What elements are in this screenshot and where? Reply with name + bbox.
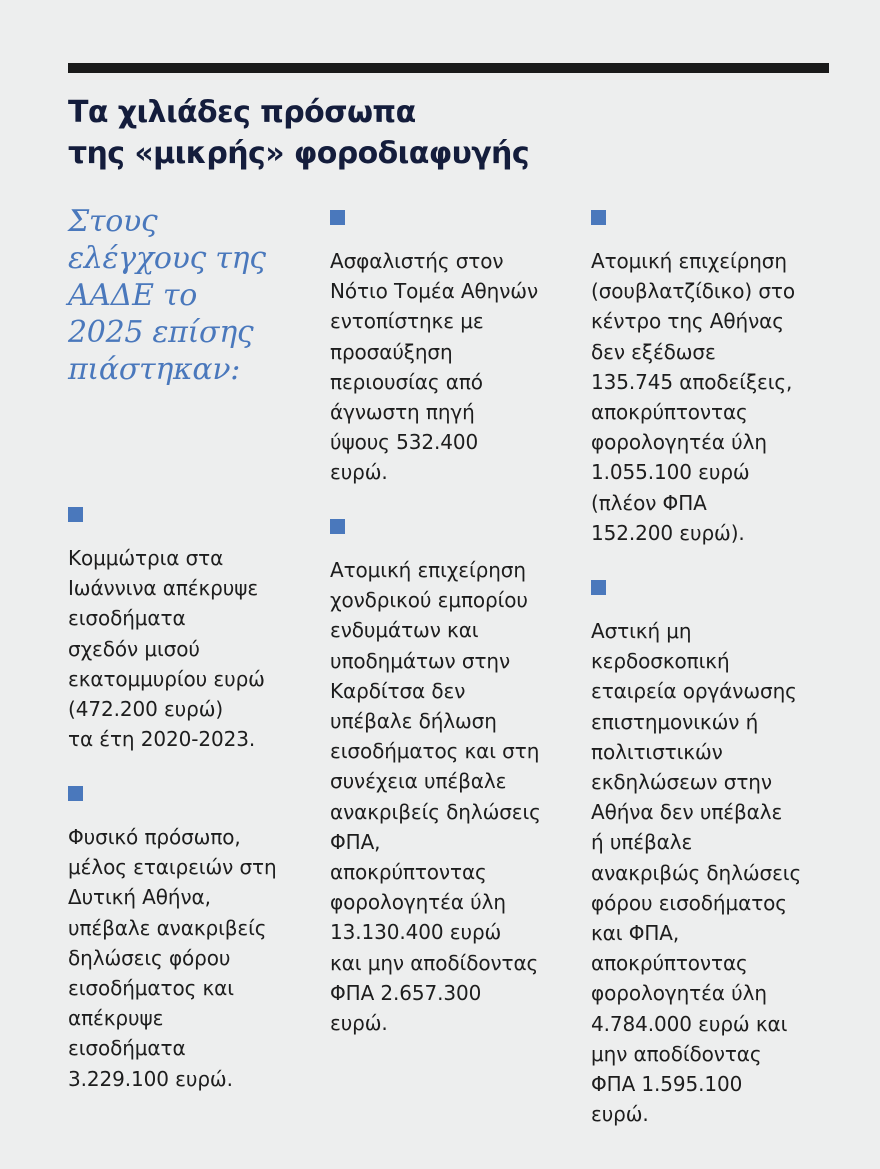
- top-rule: [68, 63, 829, 73]
- case-line: φορολογητέα ύλη: [330, 890, 506, 915]
- case-line: σχεδόν μισού: [68, 636, 200, 661]
- case-line: μέλος εταιρειών στη: [68, 855, 277, 880]
- case-line: Δυτική Αθήνα,: [68, 885, 211, 910]
- case-line: Ατομική επιχείρηση: [591, 249, 787, 273]
- case-line: υποδημάτων στην: [330, 648, 511, 673]
- case-line: εκδηλώσεων στην: [591, 770, 772, 795]
- case-line: ανακριβώς δηλώσεις: [591, 860, 802, 885]
- square-bullet-icon: [591, 580, 606, 595]
- case-line: Νότιο Τομέα Αθηνών: [330, 279, 539, 304]
- case-line: και μην αποδίδοντας: [330, 950, 539, 975]
- case-line: (σουβλατζίδικο) στο: [591, 279, 795, 304]
- case-line: ή υπέβαλε: [591, 830, 693, 855]
- case-line: εισοδήματα: [68, 606, 186, 631]
- case-line: ευρώ.: [591, 1102, 649, 1127]
- case-line: 13.130.400 ευρώ: [330, 920, 502, 945]
- case-line: ενδυμάτων και: [330, 618, 479, 643]
- case-line: εντοπίστηκε με: [330, 309, 484, 334]
- case-line: αποκρύπτοντας: [330, 860, 487, 885]
- case-line: συνέχεια υπέβαλε: [330, 769, 507, 794]
- case-line: φορολογητέα ύλη: [591, 981, 767, 1006]
- case-line: 152.200 ευρώ).: [591, 520, 745, 545]
- case-line: επιστημονικών ή: [591, 709, 759, 734]
- lead-line: Στους: [68, 204, 158, 239]
- case-text: [68, 822, 277, 1094]
- case-line: Καρδίτσα δεν: [330, 678, 466, 703]
- case-line: Ιωάννινα απέκρυψε: [68, 576, 259, 601]
- case-item-west-athens: [68, 786, 277, 1094]
- case-line: μην αποδίδοντας: [591, 1041, 762, 1066]
- case-line: πολιτιστικών: [591, 739, 723, 764]
- case-item-karditsa: [330, 519, 541, 1038]
- case-text: [591, 616, 801, 1129]
- case-line: Ασφαλιστής στον: [330, 249, 504, 273]
- case-line: Κομμώτρια στα: [68, 546, 224, 570]
- case-line: άγνωστη πηγή: [330, 400, 475, 425]
- case-item-hairdresser: [68, 507, 265, 754]
- case-line: 1.055.100 ευρώ: [591, 460, 750, 485]
- case-line: εισοδήματα: [68, 1036, 186, 1061]
- case-line: τα έτη 2020-2023.: [68, 727, 256, 752]
- case-line: προσαύξηση: [330, 339, 453, 364]
- lead-line: ΑΑΔΕ το: [68, 278, 197, 313]
- headline-line: της «μικρής» φοροδιαφυγής: [68, 136, 530, 171]
- case-line: ΦΠΑ 1.595.100: [591, 1072, 743, 1097]
- square-bullet-icon: [591, 210, 606, 225]
- case-line: εισοδήματος και στη: [330, 739, 540, 764]
- case-text: [591, 246, 795, 548]
- case-line: ΦΠΑ 2.657.300: [330, 980, 482, 1005]
- square-bullet-icon: [330, 210, 345, 225]
- case-line: αποκρύπτοντας: [591, 951, 748, 976]
- case-line: (472.200 ευρώ): [68, 697, 224, 722]
- case-text: [68, 543, 265, 754]
- lead-line: 2025 επίσης: [68, 315, 254, 350]
- square-bullet-icon: [68, 786, 83, 801]
- case-line: 3.229.100 ευρώ.: [68, 1066, 233, 1091]
- square-bullet-icon: [330, 519, 345, 534]
- case-item-nonprofit: [591, 580, 801, 1129]
- case-line: εκατομμυρίου ευρώ: [68, 666, 265, 691]
- case-line: υπέβαλε ανακριβείς: [68, 915, 267, 940]
- case-line: ΦΠΑ,: [330, 829, 381, 854]
- lead-line: πιάστηκαν:: [68, 352, 241, 387]
- case-line: ανακριβείς δηλώσεις: [330, 799, 541, 824]
- case-line: Ατομική επιχείρηση: [330, 558, 526, 582]
- case-line: και ΦΠΑ,: [591, 921, 680, 946]
- case-line: ευρώ.: [330, 1011, 388, 1036]
- case-line: φορολογητέα ύλη: [591, 430, 767, 455]
- case-line: φόρου εισοδήματος: [591, 890, 787, 915]
- lead-intro: [68, 203, 308, 388]
- case-text: [330, 246, 538, 488]
- case-line: 135.745 αποδείξεις,: [591, 369, 793, 394]
- headline: [68, 92, 529, 174]
- case-line: κερδοσκοπική: [591, 649, 730, 674]
- case-line: (πλέον ΦΠΑ: [591, 490, 707, 515]
- case-line: χονδρικού εμπορίου: [330, 588, 528, 613]
- case-line: απέκρυψε: [68, 1006, 164, 1031]
- case-line: εισοδήματος και: [68, 976, 234, 1001]
- case-line: ύψους 532.400: [330, 430, 479, 455]
- square-bullet-icon: [68, 507, 83, 522]
- case-line: περιουσίας από: [330, 369, 483, 394]
- case-line: αποκρύπτοντας: [591, 400, 748, 425]
- case-text: [330, 555, 541, 1038]
- case-line: κέντρο της Αθήνας: [591, 309, 784, 334]
- headline-line: Τα χιλιάδες πρόσωπα: [68, 95, 416, 130]
- case-item-insurer: [330, 210, 538, 488]
- case-line: εταιρεία οργάνωσης: [591, 679, 797, 704]
- lead-line: ελέγχους της: [68, 241, 266, 276]
- case-line: 4.784.000 ευρώ και: [591, 1011, 788, 1036]
- case-line: Φυσικό πρόσωπο,: [68, 825, 241, 849]
- case-line: Αθήνα δεν υπέβαλε: [591, 800, 783, 825]
- case-item-souvlaki-shop: [591, 210, 795, 548]
- case-line: δηλώσεις φόρου: [68, 945, 231, 970]
- case-line: δεν εξέδωσε: [591, 339, 716, 364]
- case-line: ευρώ.: [330, 460, 388, 485]
- case-line: υπέβαλε δήλωση: [330, 709, 497, 734]
- case-line: Αστική μη: [591, 619, 692, 643]
